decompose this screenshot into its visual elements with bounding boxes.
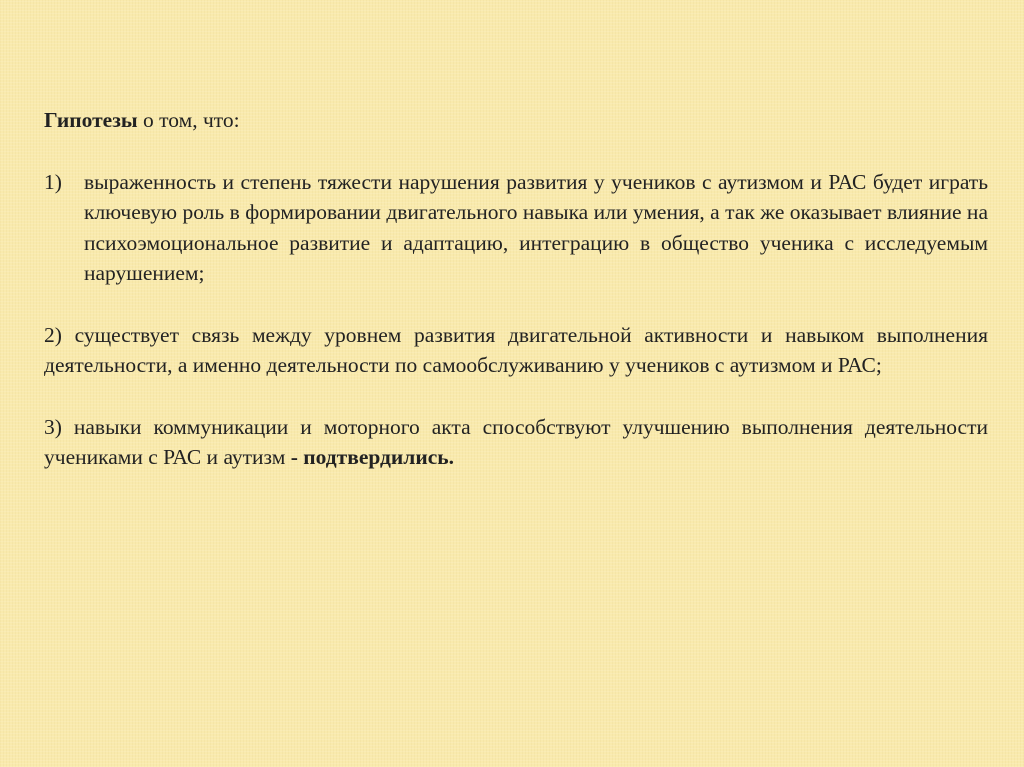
hypotheses-heading: Гипотезы [44, 108, 138, 132]
hypothesis-2 [44, 320, 988, 381]
slide-content [44, 105, 988, 473]
hypothesis-1-number: 1) [44, 169, 62, 194]
hypothesis-3-text: 3) навыки коммуникации и моторного акта способствуют улучшению выполнения деятельности учениками с РАС и аутизм [44, 414, 988, 469]
hypothesis-3 [44, 412, 988, 473]
spacer [44, 381, 988, 412]
spacer [44, 289, 988, 320]
spacer [44, 136, 988, 167]
intro-text: о том, что: [137, 108, 240, 132]
intro-line [44, 105, 988, 136]
conclusion-text: - подтвердились. [290, 445, 455, 469]
hypothesis-1 [44, 167, 988, 289]
hypothesis-1-text: выраженность и степень тяжести нарушения развития у учеников с аутизмом и РАС будет играть ключевую роль в формировании двигательного навыка или умения, а так же оказывает влияние на психоэмоциональное развитие и адаптацию, интеграцию в общество ученика с исследуемым нарушением; [84, 169, 988, 285]
hypothesis-2-text: 2) существует связь между уровнем развития двигательной активности и навыком выполнения деятельности, а именно деятельности по самообслуживанию у учеников с аутизмом и РАС; [44, 322, 988, 377]
